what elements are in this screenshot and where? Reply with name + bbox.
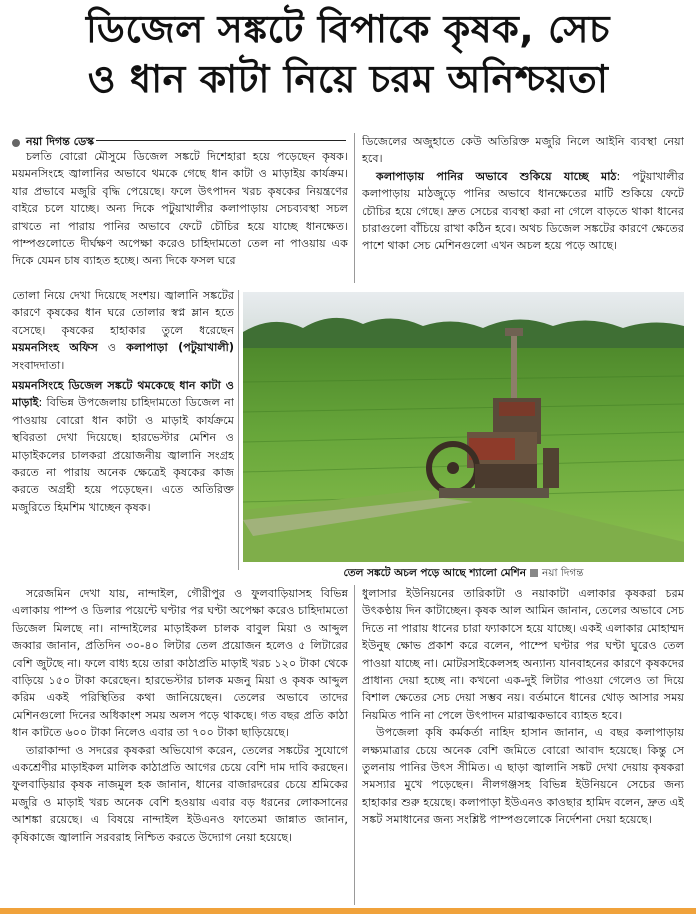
column-divider — [354, 133, 355, 283]
caption-text: তেল সঙ্কটে অচল পড়ে আছে শ্যালো মেশিন — [343, 567, 527, 579]
photo-shallow-machine — [243, 292, 684, 562]
paragraph — [362, 168, 684, 255]
subheading: ময়মনসিংহে ডিজেল সঙ্কটে থমকেছে ধান কাটা ও মাড়াই — [12, 379, 234, 410]
column-divider — [238, 290, 239, 570]
article-col1-mid — [12, 287, 234, 573]
bold-text: ময়মনসিংহ অফিস — [12, 341, 98, 355]
divider — [96, 140, 346, 141]
paragraph-text: : বিভিন্ন উপজেলায় চাহিদামতো ডিজেল না পাওয়ায় বোরো ধান কাটা ও মাড়াই কার্যক্রমে স্থবিরতা দেখা দিয়েছে। হারভেস্টার মেশিন ও মাড়াইকলের চালকরা প্রয়োজনীয় জ্বালানি সংগ্রহ করতে না পারায় অনেক ক্ষেত্রেই কৃষকের কাজ করতে অগ্রহী হয়ে পড়েছেন। এতে অতিরিক্ত মজুরিতে হিমশিম খাচ্ছেন কৃষক। — [12, 396, 234, 514]
bullet-icon — [12, 139, 20, 147]
paragraph: সরেজমিন দেখা যায়, নান্দাইল, গৌরীপুর ও ফুলবাড়িয়াসহ বিভিন্ন এলাকায় পাম্প ও ডিলার পয়েন্টে ঘণ্টার পর ঘণ্টা অপেক্ষা করেও চাহিদামতো ডিজেল মিলছে না। নান্দাইলের মাড়াইকল চালক বাবুল মিয়া ও আব্দুল জব্বার জানান, প্রতিদিন ৩০-৪০ লিটার তেল প্রয়োজন হলেও ৫ লিটারের বেশি জুটছে না। ফলে বাধ্য হয়ে তারা কাঠাপ্রতি মাড়াই খরচ ১২০ টাকা থেকে বাড়িয়ে ১৫০ টাকা করেছেন। হারভেস্টার চালক মজনু মিয়া ও কৃষক আব্দুল করিম একই পরিস্থিতির কথা জানিয়েছেন। তেলের অভাবে তাদের মেশিনগুলো দিনের অধিকাংশ সময় অলস পড়ে থাকছে। গত বছর প্রতি কাঠা ধান কাটতে ৬০০ টাকা নিলেও এবার তা ৭০০ টাকা ছাড়িয়েছে। — [12, 587, 348, 740]
bottom-border — [0, 908, 696, 914]
paragraph-text: তোলা নিয়ে দেখা দিয়েছে সংশয়। জ্বালানি সঙ্কটের কারণে কৃষকের ধান ঘরে তোলার স্বপ্ন ম্লান হতে বসেছে। কৃষকের হাহাকার তুলে ধরেছেন — [12, 289, 234, 337]
photo-credit: নয়া দিগন্ত — [542, 567, 584, 579]
article-col2-bottom — [362, 585, 684, 907]
paragraph-text: ও — [97, 341, 127, 355]
bold-text: কলাপাড়া (পটুয়াখালী) — [126, 341, 234, 355]
paragraph-text: সংবাদদাতা। — [12, 358, 65, 372]
article-col1-top — [12, 148, 348, 288]
paragraph-text: : পটুয়াখালীর কলাপাড়ায় মাঠজুড়ে পানির অভাবে ধানক্ষেতের মাটি শুকিয়ে ফেটে চৌচির হয়ে গেছে। দ্রুত সেচের ব্যবস্থা করা না গেলে বাড়তে থাকা ধানের চারাগুলো বাঁচিয়ে রাখা কঠিন হবে। অথচ ডিজেল সঙ্কটের কারণে ক্ষেতের পাশে থাকা সেচ মেশিনগুলো এখন অচল হয়ে পড়ে আছে। — [362, 169, 684, 253]
headline-line-1: ডিজেল সঙ্কটে বিপাকে কৃষক, সেচ — [86, 7, 610, 51]
paragraph: উপজেলা কৃষি কর্মকর্তা নাহিদ হাসান জানান, এ বছর কলাপাড়ায় লক্ষ্যমাত্রার চেয়ে অনেক বেশি জমিতে বোরো আবাদ হয়েছে। কিন্তু সে তুলনায় পানির উৎস সীমিত। এ ছাড়া জ্বালানি সঙ্কট দেখা দেয়ায় কৃষকরা সমস্যার মুখে পড়েছেন। নীলগঞ্জসহ বিভিন্ন ইউনিয়নে সেচের জন্য হাহাকার শুরু হয়েছে। কলাপাড়া ইউএনও কাওছার হামিদ বলেন, দ্রুত এই সঙ্কট সমাধানের জন্য সংশ্লিষ্ট পাম্পগুলোকে নির্দেশনা দেয়া হয়েছে। — [362, 726, 684, 827]
headline-line-2: ও ধান কাটা নিয়ে চরম অনিশ্চয়তা — [87, 57, 609, 101]
paragraph — [12, 287, 234, 374]
paragraph: চলতি বোরো মৌসুমে ডিজেল সঙ্কটে দিশেহারা হয়ে পড়েছেন কৃষক। ময়মনসিংহে জ্বালানির অভাবে থমকে গেছে ধান কাটা ও মাড়াইয় কার্যক্রম। যার প্রভাবে মজুরি বৃদ্ধি পেয়েছে। ফলে উৎপাদন খরচ কৃষকের নিয়ন্ত্রণের বাইরে চলে যাচ্ছে। অন্য দিকে পটুয়াখালীর কলাপাড়ায় সেচব্যবস্থা সচল রাখতে না পারায় পানির অভাবে ফেটে চৌচির হয়ে যাচ্ছে ধানক্ষেত। পাম্পগুলোতে দীর্ঘক্ষণ অপেক্ষা করেও চাহিদামতো তেল না পাওয়ায় এক দিকে যেমন চাষ ব্যাহত হচ্ছে। অন্য দিকে ফসল ঘরে — [12, 150, 348, 268]
paragraph — [12, 377, 234, 516]
headline — [0, 4, 696, 104]
field-photo-illustration — [243, 292, 684, 562]
paragraph: তারাকান্দা ও সদরের কৃষকরা অভিযোগ করেন, তেলের সঙ্কটের সুযোগে একশ্রেণীর মাড়াইকল মালিক কাঠাপ্রতি আগের চেয়ে বেশি দাম দাবি করছেন। ফুলবাড়িয়ার কৃষক নাজমুল হক জানান, ধানের বাজারদরের চেয়ে শ্রমিকের মজুরি ও মাড়াই খরচ অনেক বেশি হওয়ায় এবার বড় ধরনের লোকসানের আশঙ্কা রয়েছে। এ বিষয়ে নান্দাইল ইউএনও ফাতেমা জান্নাত জানান, কৃষিকাজে জ্বালানি সরবরাহ নিশ্চিত করতে উদ্যোগ নেয়া হয়েছে। — [12, 743, 348, 844]
article-col2-top — [362, 133, 684, 288]
square-icon — [530, 569, 538, 577]
paragraph: ধুলাসার ইউনিয়নের তারিকাটা ও নয়াকাটা এলাকার কৃষকরা চরম উৎকণ্ঠায় দিন কাটাচ্ছেন। কৃষক আল আমিন জানান, তেলের অভাবে সেচ দিতে না পারায় ধানের চারা ফ্যাকাসে হয়ে যাচ্ছে। একই এলাকার মোহাম্মদ ইউনুছ ক্ষোভ প্রকাশ করে বলেন, পাম্পে ঘণ্টার পর ঘণ্টা ঘুরেও তেল পাওয়া যাচ্ছে না। মোটরসাইকেলসহ অন্যান্য যানবাহনের কারণে কৃষকদের প্রাধান্য দেয়া হচ্ছে না। কখনো এক-দুই লিটার পাওয়া গেলেও তা দিয়ে বিশাল ক্ষেতের সেচ দেয়া সম্ভব নয়। বর্তমানে ধানের থোড় আসার সময় নিয়মিত পানি না পেলে উৎপাদন মারাত্মকভাবে ব্যাহত হবে। — [362, 587, 684, 722]
subheading: কলাপাড়ায় পানির অভাবে শুকিয়ে যাচ্ছে মাঠ — [376, 169, 617, 183]
column-divider — [354, 585, 355, 905]
paragraph: ডিজেলের অজুহাতে কেউ অতিরিক্ত মজুরি নিলে আইনি ব্যবস্থা নেয়া হবে। — [362, 135, 684, 166]
photo-caption — [243, 566, 684, 580]
dateline-text: নয়া দিগন্ত ডেস্ক — [26, 135, 95, 148]
article-col1-bottom — [12, 585, 348, 907]
